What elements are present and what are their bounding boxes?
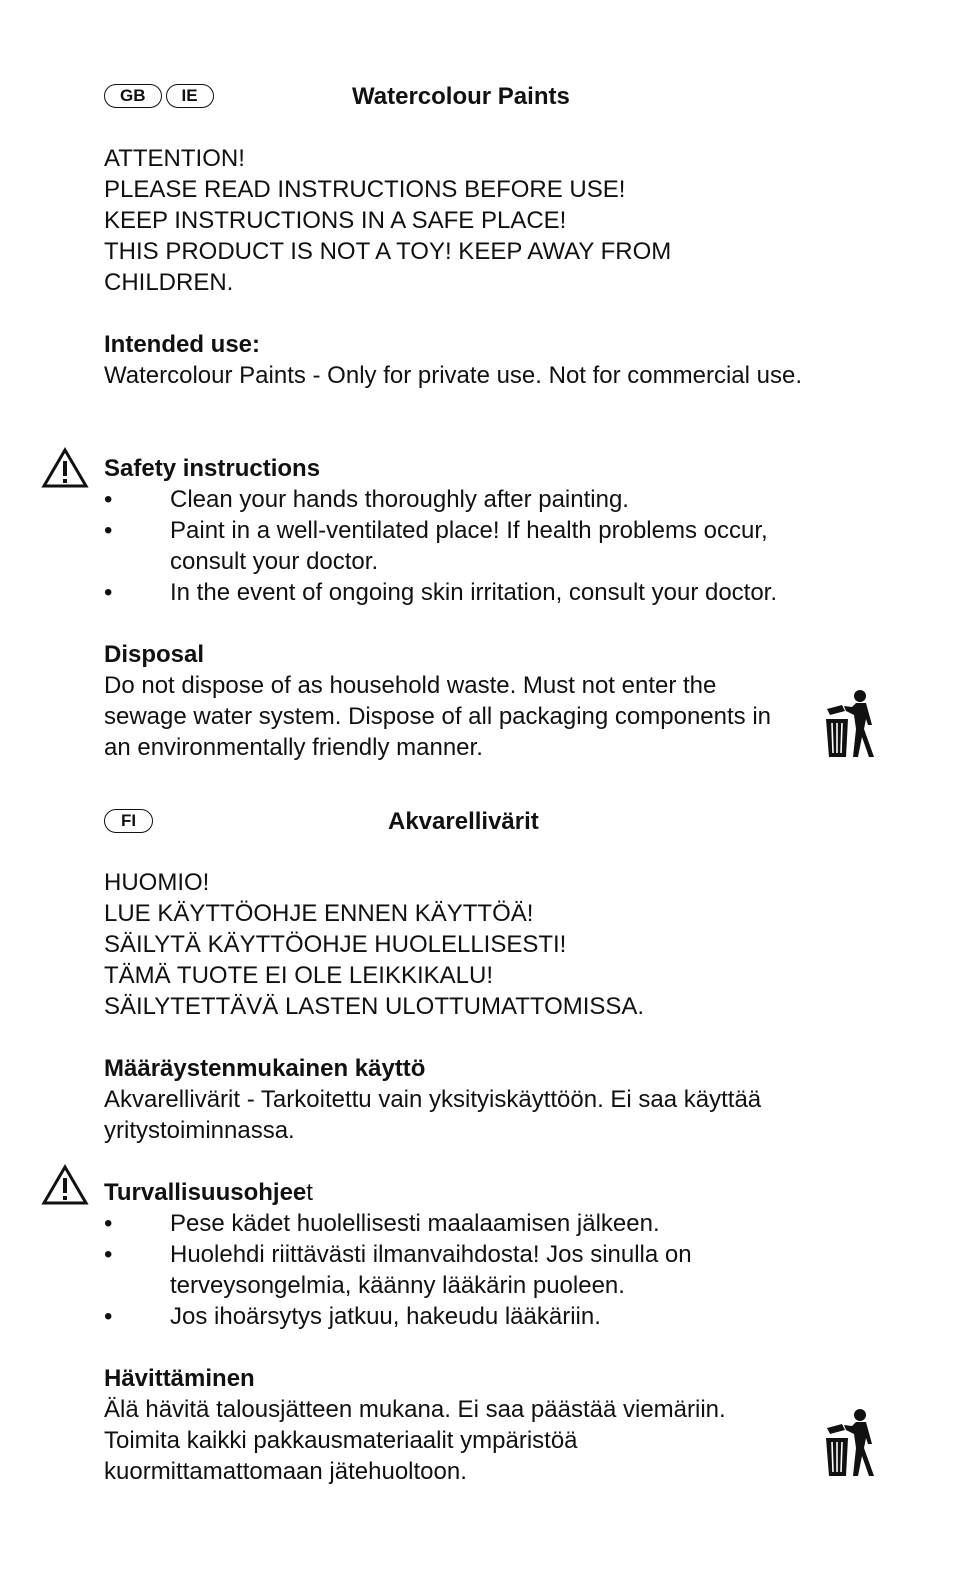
disposal-heading: Hävittäminen (104, 1365, 255, 1392)
safety-heading: Safety instructions (104, 455, 321, 482)
intended-use-fi (104, 1053, 834, 1146)
section-title-gb: Watercolour Paints (352, 83, 570, 110)
bullet: • (104, 486, 113, 513)
safety-list-gb (104, 484, 884, 608)
attention-line: SÄILYTETTÄVÄ LASTEN ULOTTUMATTOMISSA. (104, 993, 645, 1020)
attention-block-fi (104, 867, 864, 1022)
disposal-text: Do not dispose of as household waste. Must not enter the sewage water system. Dispose of all packaging components in an environmentally friendly manner. (104, 672, 772, 761)
tidyman-bin-icon (822, 689, 878, 759)
country-badge-gb: GB (104, 84, 162, 108)
attention-line: SÄILYTÄ KÄYTTÖOHJE HUOLELLISESTI! (104, 931, 567, 958)
safety-section-fi (104, 1177, 884, 1332)
tidyman-bin-icon (822, 1408, 878, 1478)
attention-line: PLEASE READ INSTRUCTIONS BEFORE USE! (104, 176, 626, 203)
attention-line: TÄMÄ TUOTE EI OLE LEIKKIKALU! (104, 962, 494, 989)
safety-list-fi (104, 1208, 884, 1332)
disposal-heading: Disposal (104, 641, 205, 668)
bullet: • (104, 1210, 113, 1237)
safety-heading: Turvallisuusohjeet (104, 1179, 313, 1206)
list-item: • Pese kädet huolellisesti maalaamisen jälkeen. (104, 1210, 660, 1237)
bullet: • (104, 517, 113, 544)
disposal-text: Älä hävitä talousjätteen mukana. Ei saa päästää viemäriin. Toimita kaikki pakkausmateriaalit ympäristöä kuormittamattomaan jätehuoltoon. (104, 1396, 726, 1485)
country-badges-gb-ie (104, 84, 214, 108)
disposal-gb (104, 639, 804, 763)
attention-line: ATTENTION! (104, 145, 245, 172)
attention-line: KEEP INSTRUCTIONS IN A SAFE PLACE! (104, 207, 567, 234)
bullet: • (104, 1241, 113, 1268)
warning-triangle-icon (41, 447, 89, 489)
list-item: • Huolehdi riittävästi ilmanvaihdosta! Jos sinulla on terveysongelmia, käänny lääkärin puoleen. (104, 1241, 692, 1299)
attention-line: LUE KÄYTTÖOHJE ENNEN KÄYTTÖÄ! (104, 900, 534, 927)
list-item: • Jos ihoärsytys jatkuu, hakeudu lääkäriin. (104, 1303, 601, 1330)
list-item: • In the event of ongoing skin irritation, consult your doctor. (104, 579, 778, 606)
attention-line: CHILDREN. (104, 269, 234, 296)
safety-section-gb (104, 453, 884, 608)
attention-line: HUOMIO! (104, 869, 210, 896)
list-item: • Clean your hands thoroughly after painting. (104, 486, 629, 513)
intended-use-heading: Määräystenmukainen käyttö (104, 1055, 426, 1082)
disposal-fi (104, 1363, 794, 1487)
intended-use-text: Akvarellivärit - Tarkoitettu vain yksityiskäyttöön. Ei saa käyttää yritystoiminnassa. (104, 1086, 762, 1144)
intended-use-text: Watercolour Paints - Only for private use. Not for commercial use. (104, 362, 803, 389)
bullet: • (104, 1303, 113, 1330)
country-badges-fi (104, 809, 153, 833)
intended-use-gb (104, 329, 824, 391)
section-title-fi: Akvarellivärit (388, 808, 539, 835)
list-item: • Paint in a well-ventilated place! If health problems occur, consult your doctor. (104, 517, 768, 575)
warning-triangle-icon (41, 1164, 89, 1206)
country-badge-fi: FI (104, 809, 153, 833)
intended-use-heading: Intended use: (104, 331, 261, 358)
attention-block-gb (104, 143, 864, 298)
country-badge-ie: IE (166, 84, 214, 108)
bullet: • (104, 579, 113, 606)
attention-line: THIS PRODUCT IS NOT A TOY! KEEP AWAY FROM (104, 238, 672, 265)
